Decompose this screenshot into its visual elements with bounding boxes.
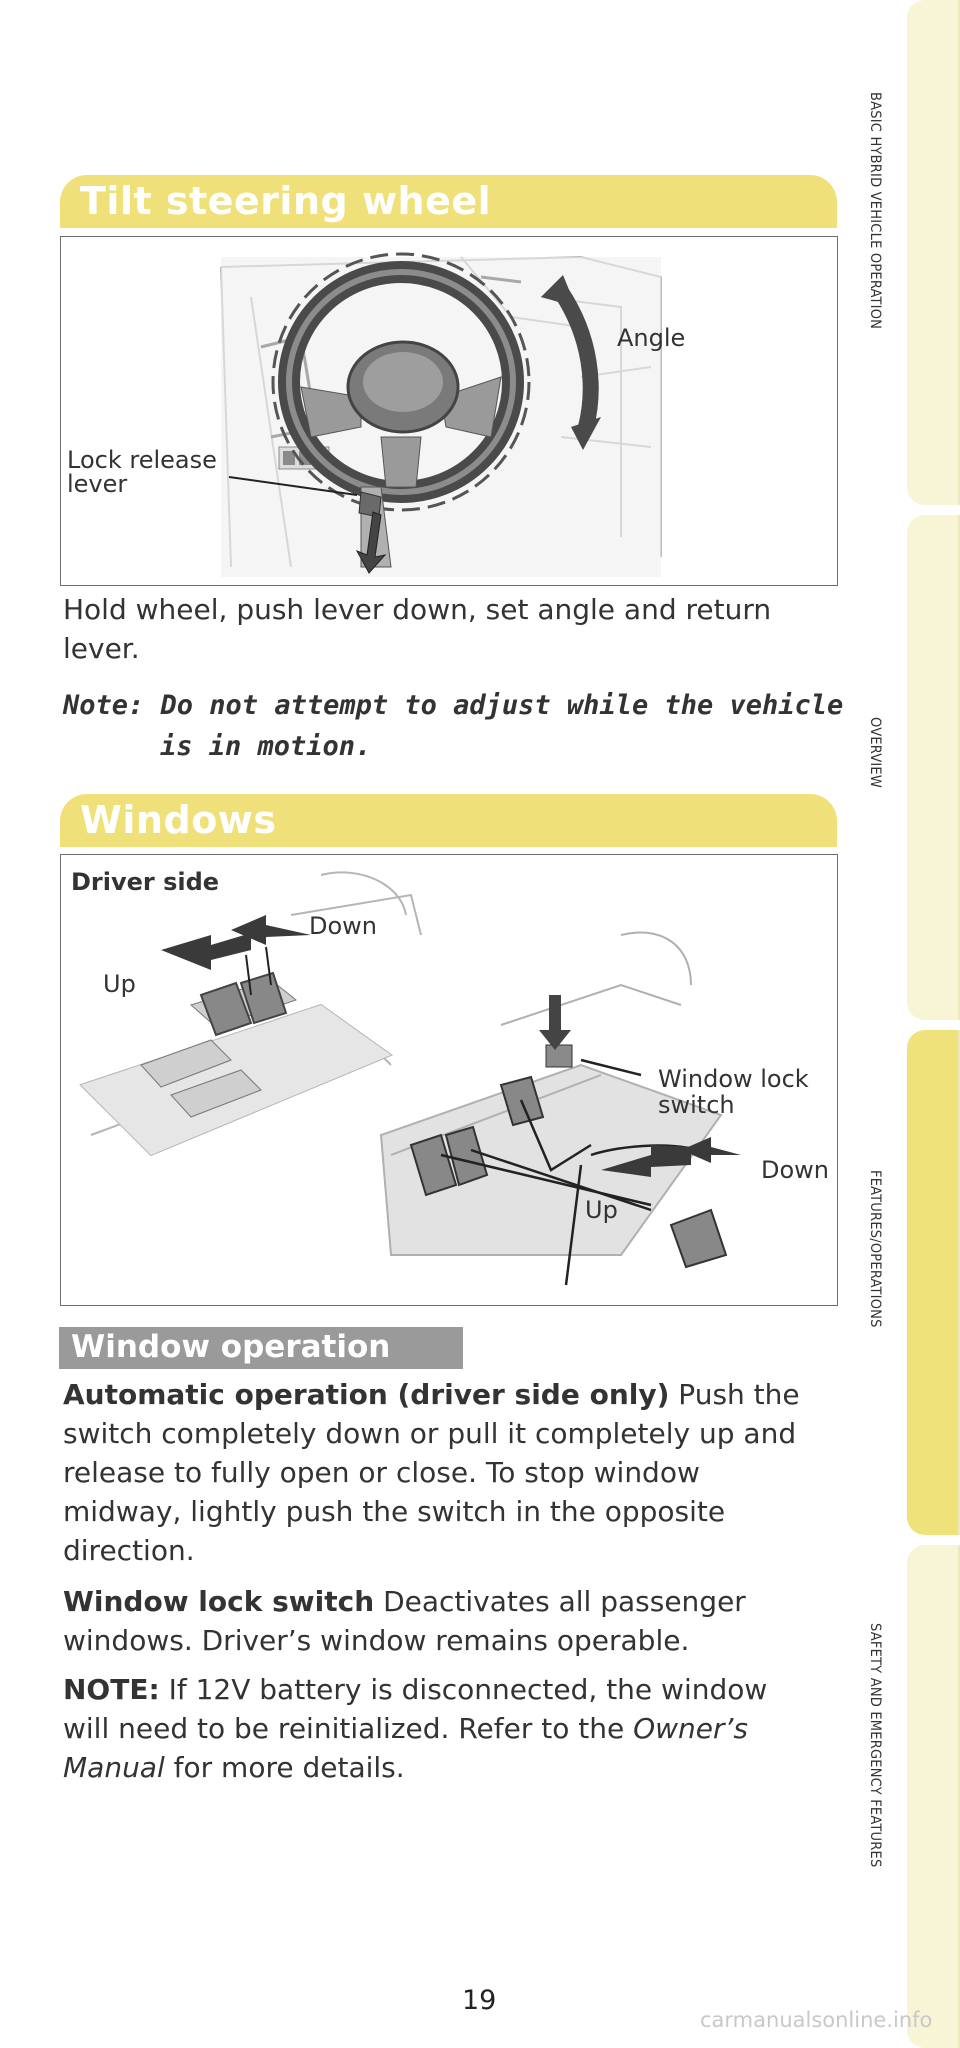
automatic-operation-text: Push the switch completely down or pull it completely up and release to fully open or close. To stop window midway, lightly push the switch in the opposite direction. [63,1378,800,1567]
window-lock-text: Deactivates all passenger windows. Driver’s window remains operable. [63,1585,746,1657]
battery-note-label: NOTE: [63,1673,160,1706]
side-tab-safety-emergency[interactable] [907,1545,960,2048]
battery-note-text: If 12V battery is disconnected, the window will need to be reinitialized. Refer to the [63,1673,768,1745]
window-lock-label: Window lock switch [63,1585,375,1618]
windows-section-title: Windows [80,798,277,842]
window-lock-callout-line1: Window lock [658,1065,809,1093]
driver-side-label: Driver side [71,868,220,896]
up-right-callout: Up [585,1196,618,1224]
up-left-callout: Up [103,970,136,998]
windows-illustration-frame [60,854,838,1306]
side-tab-basic-operation[interactable] [907,0,960,505]
down-right-callout: Down [761,1156,830,1184]
automatic-operation-paragraph [63,1375,823,1570]
window-lock-callout-line2: switch [658,1091,735,1119]
tilt-instruction: Hold wheel, push lever down, set angle and return lever. [63,593,772,665]
watermark: carmanualsonline.info [700,2008,933,2032]
side-tab-overview[interactable] [907,515,960,1020]
tilt-note-line2: is in motion. [160,731,372,762]
tilt-section-title: Tilt steering wheel [80,179,492,223]
page-number: 19 [462,1985,497,2016]
automatic-operation-label: Automatic operation (driver side only) [63,1378,670,1411]
down-left-callout: Down [309,912,378,940]
windows-section-header [60,794,837,847]
owners-manual-ref: Owner’s Manual [63,1712,749,1784]
angle-callout: Angle [617,324,686,352]
tilt-note-line1: Note: Do not attempt to adjust while the vehicle [63,690,844,721]
tilt-illustration-frame [60,236,838,586]
battery-note-end: for more details. [164,1751,405,1784]
tilt-section-header [60,175,837,228]
lock-release-callout-line2: lever [67,470,128,498]
window-operation-title: Window operation [71,1329,391,1365]
lock-release-callout-line1: Lock release [67,446,217,474]
window-operation-subheader [59,1327,463,1369]
window-lock-paragraph [63,1582,823,1660]
battery-note-paragraph [63,1670,813,1787]
side-tab-features-operations[interactable] [907,1030,960,1535]
steering-wheel-illustration [61,237,837,585]
